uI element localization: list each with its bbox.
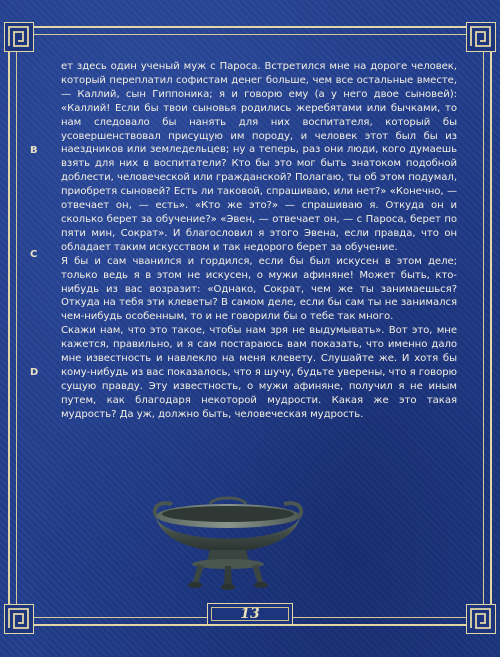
margin-marker-b: B [30, 145, 38, 156]
body-text [61, 60, 457, 422]
meander-corner-icon [4, 604, 34, 634]
meander-corner-icon [466, 604, 496, 634]
meander-corner-icon [466, 22, 496, 52]
page-number-box [207, 603, 293, 625]
paragraph-2: Я бы и сам чванился и гордился, если бы был искусен в этом деле; только ведь я в этом не искусен, о мужи афиняне! Может быть, кто-нибудь из вас возразит: «Однако, Сократ, чем же ты занимаешься? Откуда на тебя эти клеветы? В самом деле, если бы сам ты не занимался чем-нибудь особенным, то и не говорили бы о тебе так много. [61, 255, 457, 323]
page-number: 13 [240, 606, 260, 622]
margin-marker-c: C [30, 249, 38, 260]
paragraph-1: ет здесь один ученый муж с Пароса. Встретился мне на дороге человек, который переплатил софистам денег больше, чем все остальные вместе, — Каллий, сын Гиппоника; я и говорю ему (а у него двое сыновей): «Каллий! Если бы твои сыновья родились жеребятами или бычками, то нам следовало бы нанять для них воспитателя, который бы усовершенствовал присущую им породу, и человек этот был бы из наездников или земледельцев; ну а теперь, раз они люди, кого думаешь взять для них в воспитатели? Кто бы это мог быть знатоком подобной доблести, человеческой или гражданской? Полагаю, ты об этом подумал, приобретя сыновей? Есть ли таковой, спрашиваю, или нет?» «Конечно, — отвечает он, — есть». «Кто же это?» — спрашиваю я. Откуда он и сколько берет за обучение?» «Эвен, — отвечает он, — с Пароса, берет по пяти мин, Сократ». И благословил я этого Эвена, если правда, что он обладает таким искусством и так недорого берет за обучение. [61, 61, 457, 253]
paragraph-3: Скажи нам, что это такое, чтобы нам зря не выдумывать». Вот это, мне кажется, правильно, и я сам постараюсь вам показать, что именно дало мне известность и навлекло на меня клевету. Слушайте же. И хотя бы кому-нибудь из вас показалось, что я шучу, будьте уверены, что я говорю сущую правду. Эту известность, о мужи афиняне, получил я не иным путем, как благодаря некоторой мудрости. Какая же это такая мудрость? Да уж, должно быть, человеческая мудрость. [61, 325, 457, 420]
margin-marker-d: D [30, 367, 39, 378]
bronze-vessel-icon [148, 492, 308, 592]
meander-corner-icon [4, 22, 34, 52]
